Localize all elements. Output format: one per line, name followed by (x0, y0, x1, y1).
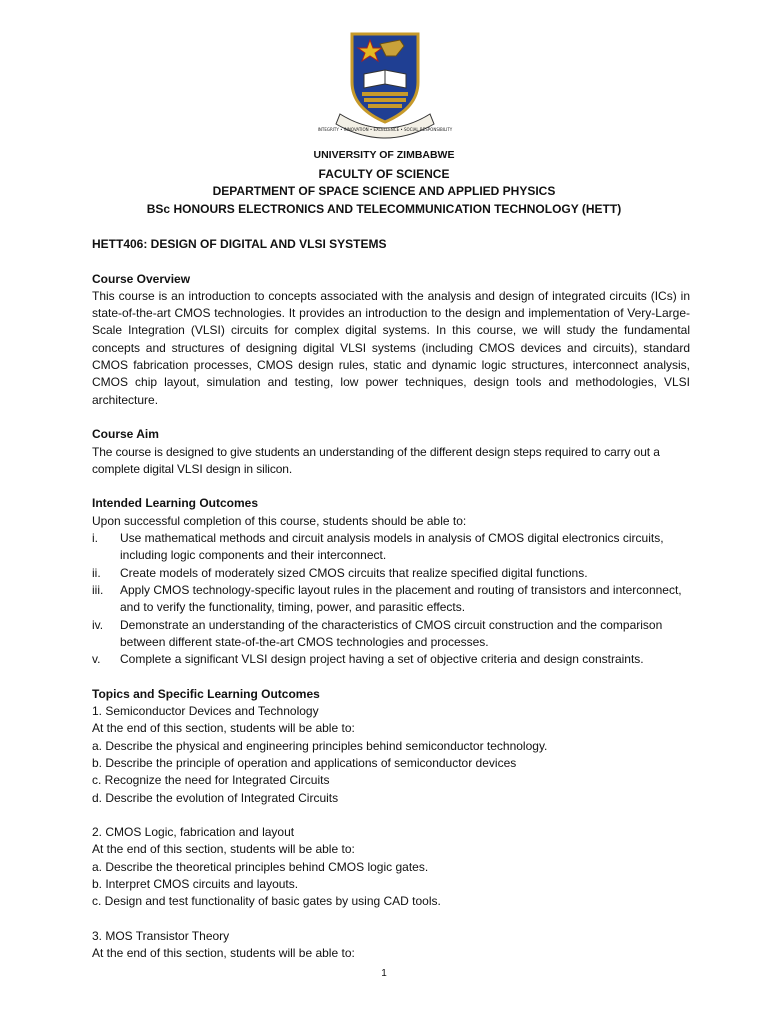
topic-item: a. Describe the theoretical principles behind CMOS logic gates. (92, 859, 429, 874)
document-body (92, 236, 690, 962)
crest-logo (300, 30, 470, 150)
university-name: UNIVERSITY OF ZIMBABWE (313, 149, 455, 161)
page-number: 1 (381, 968, 387, 979)
university-crest (300, 30, 470, 150)
outcome-item: iv. Demonstrate an understanding of the characteristics of CMOS circuit construction and the comparison between different state-of-the-art CMOS technologies and processes. (92, 617, 663, 649)
overview-text: This course is an introduction to concepts associated with the analysis and design of integrated circuits (ICs) in state-of-the-art CMOS technologies. It provides an introduction to the design and implementation of Very-Large-Scale Integration (VLSI) circuits for complex digital systems. In this course, we will study the fundamental concepts and structures of designing digital VLSI systems (including CMOS devices and circuits), standard CMOS fabrication processes, CMOS design rules, static and dynamic logic structures, interconnect analysis, CMOS chip layout, simulation and testing, low power techniques, design tools and methodologies, VLSI architecture. (92, 288, 690, 407)
topic-item: c. Design and test functionality of basic gates by using CAD tools. (92, 894, 441, 909)
outcome-item: i. Use mathematical methods and circuit analysis models in analysis of CMOS digital electronics circuits, including logic components and their interconnect. (92, 531, 664, 563)
outcomes-heading: Intended Learning Outcomes (92, 496, 259, 511)
programme-name: BSc HONOURS ELECTRONICS AND TELECOMMUNICATION TECHNOLOGY (HETT) (146, 202, 622, 216)
outcomes-list (92, 530, 690, 668)
department-name: DEPARTMENT OF SPACE SCIENCE AND APPLIED PHYSICS (212, 184, 556, 198)
topic-item: b. Interpret CMOS circuits and layouts. (92, 876, 299, 891)
topic-item: a. Describe the physical and engineering principles behind semiconductor technology. (92, 738, 548, 753)
topic-title: 1. Semiconductor Devices and Technology (92, 704, 319, 719)
aim-text: The course is designed to give students an understanding of the different design steps required to carry out a complete digital VLSI design in silicon. (92, 444, 660, 476)
topic-intro: At the end of this section, students will be able to: (92, 721, 355, 736)
outcome-item: iii. Apply CMOS technology-specific layout rules in the placement and routing of transistors and interconnect, and to verify the functionality, timing, power, and parasitic effects. (92, 582, 682, 615)
outcomes-intro: Upon successful completion of this course, students should be able to: (92, 513, 467, 528)
aim-heading: Course Aim (92, 427, 159, 442)
crest-motto: INTEGRITY • INNOVATION • EXCELLENCE • SOCIAL RESPONSIBILITY (317, 127, 453, 132)
course-title: HETT406: DESIGN OF DIGITAL AND VLSI SYSTEMS (92, 237, 387, 251)
topic-title: 2. CMOS Logic, fabrication and layout (92, 825, 295, 840)
topic-intro: At the end of this section, students will be able to: (92, 842, 355, 857)
outcome-item: v. Complete a significant VLSI design project having a set of objective criteria and design constraints. (92, 652, 644, 667)
faculty-name: FACULTY OF SCIENCE (318, 167, 450, 181)
topic-item: b. Describe the principle of operation and applications of semiconductor devices (92, 755, 517, 770)
topic-title: 3. MOS Transistor Theory (92, 928, 230, 943)
topic-item: d. Describe the evolution of Integrated Circuits (92, 790, 339, 805)
topics-heading: Topics and Specific Learning Outcomes (92, 686, 320, 701)
outcome-item: ii. Create models of moderately sized CMOS circuits that realize specified digital functions. (92, 565, 588, 580)
overview-heading: Course Overview (92, 271, 191, 286)
topic-item: c. Recognize the need for Integrated Circuits (92, 773, 330, 788)
topic-intro: At the end of this section, students will be able to: (92, 946, 355, 961)
